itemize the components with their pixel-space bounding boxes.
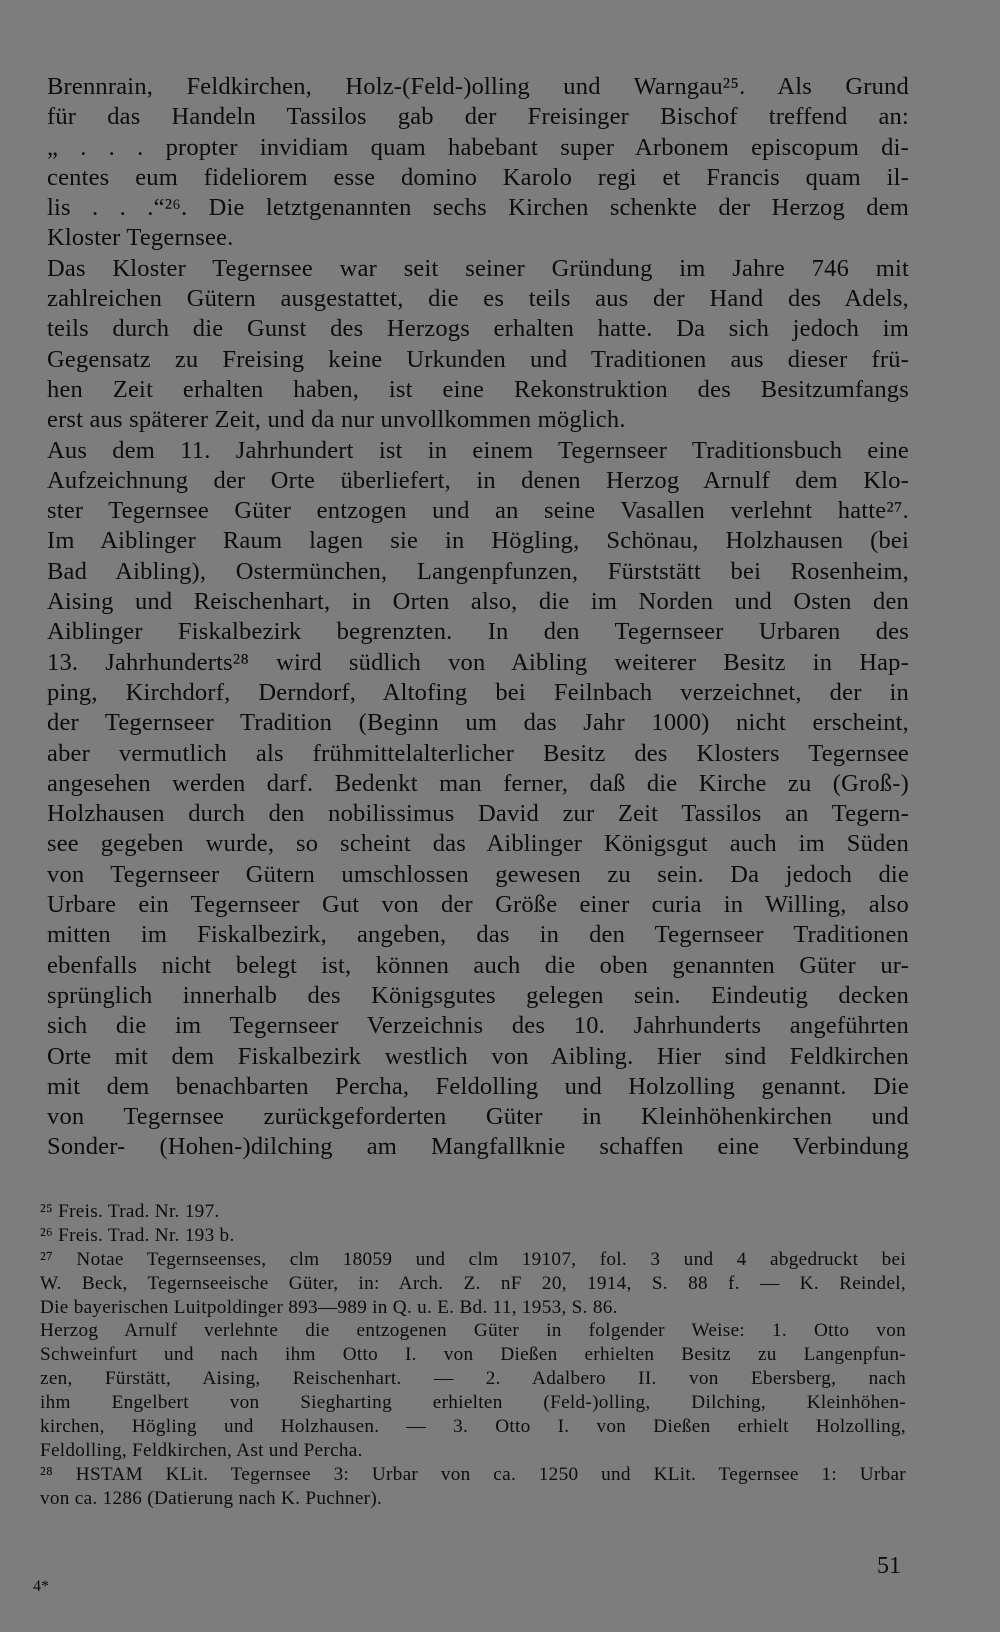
body-line: sich die im Tegernseer Verzeichnis des 10. Jahrhunderts angeführten (47, 1012, 909, 1040)
body-line: ebenfalls nicht belegt ist, können auch die oben genannten Güter ur- (47, 951, 909, 979)
footnote-line: W. Beck, Tegernseeische Güter, in: Arch. Z. nF 20, 1914, S. 88 f. — K. Reindel, (40, 1272, 906, 1294)
body-line: zahlreichen Gütern ausgestattet, die es teils aus der Hand des Adels, (47, 285, 909, 313)
body-line: Holzhausen durch den nobilissimus David zur Zeit Tassilos an Tegern- (47, 800, 909, 828)
footnote-line: Herzog Arnulf verlehnte die entzogenen Güter in folgender Weise: 1. Otto von (40, 1320, 906, 1342)
footnote-line: ²⁵ Freis. Trad. Nr. 197. (40, 1201, 220, 1222)
body-line: Aufzeichnung der Orte überliefert, in denen Herzog Arnulf dem Klo- (47, 466, 909, 494)
body-line: Gegensatz zu Freising keine Urkunden und Traditionen aus dieser frü- (47, 345, 909, 373)
body-line: von Tegernsee zurückgeforderten Güter in Kleinhöhenkirchen und (47, 1103, 909, 1131)
footnote-line: ²⁶ Freis. Trad. Nr. 193 b. (40, 1224, 235, 1246)
footnote-line: Feldolling, Feldkirchen, Ast und Percha. (40, 1439, 363, 1461)
body-line: aber vermutlich als frühmittelalterlicher Besitz des Klosters Tegernsee (47, 739, 909, 767)
body-line: angesehen werden darf. Bedenkt man ferner, daß die Kirche zu (Groß-) (47, 769, 909, 797)
main-text (47, 72, 909, 1163)
footnote-line: zen, Fürstätt, Aising, Reischenhart. — 2. Adalbero II. von Ebersberg, nach (40, 1368, 906, 1390)
body-line: hen Zeit erhalten haben, ist eine Rekonstruktion des Besitzumfangs (47, 375, 909, 403)
footnote-line: ²⁸ HSTAM KLit. Tegernsee 3: Urbar von ca. 1250 und KLit. Tegernsee 1: Urbar (40, 1463, 906, 1485)
page-number: 51 (877, 1553, 901, 1579)
body-line: Aiblinger Fiskalbezirk begrenzten. In den Tegernseer Urbaren des (47, 618, 909, 646)
body-line: teils durch die Gunst des Herzogs erhalten hatte. Da sich jedoch im (47, 315, 909, 343)
body-line: mitten im Fiskalbezirk, angeben, das in den Tegernseer Traditionen (47, 921, 909, 949)
body-line: ster Tegernsee Güter entzogen und an seine Vasallen verlehnt hatte²⁷. (47, 497, 909, 525)
footnote-line: kirchen, Högling und Holzhausen. — 3. Otto I. von Dießen erhielt Holzolling, (40, 1416, 906, 1438)
body-line: Kloster Tegernsee. (47, 224, 234, 252)
body-line: mit dem benachbarten Percha, Feldolling und Holzolling genannt. Die (47, 1072, 909, 1100)
signature-mark: 4* (33, 1578, 49, 1595)
footnote-line: Die bayerischen Luitpoldinger 893—989 in Q. u. E. Bd. 11, 1953, S. 86. (40, 1296, 618, 1318)
body-line: Brennrain, Feldkirchen, Holz-(Feld-)olling und Warngau²⁵. Als Grund (47, 73, 909, 100)
body-line: Im Aiblinger Raum lagen sie in Högling, Schönau, Holzhausen (bei (47, 527, 909, 555)
footnotes (40, 1200, 906, 1511)
body-line: see gegeben wurde, so scheint das Aiblinger Königsgut auch im Süden (47, 830, 909, 858)
body-line: von Tegernseer Gütern umschlossen gewesen zu sein. Da jedoch die (47, 860, 909, 888)
body-line: für das Handeln Tassilos gab der Freisinger Bischof treffend an: (47, 103, 909, 131)
body-line: Sonder- (Hohen-)dilching am Mangfallknie schaffen eine Verbindung (47, 1133, 909, 1161)
body-line: ping, Kirchdorf, Derndorf, Altofing bei Feilnbach verzeichnet, der in (47, 678, 909, 706)
body-line: Orte mit dem Fiskalbezirk westlich von Aibling. Hier sind Feldkirchen (47, 1042, 909, 1070)
footnote-line: Schweinfurt und nach ihm Otto I. von Dießen erhielten Besitz zu Langenpfun- (40, 1344, 906, 1366)
body-line: centes eum fideliorem esse domino Karolo regi et Francis quam il- (47, 163, 909, 191)
footnote-line: ihm Engelbert von Siegharting erhielten (Feld-)olling, Dilching, Kleinhöhen- (40, 1392, 906, 1414)
body-line: erst aus späterer Zeit, und da nur unvollkommen möglich. (47, 406, 626, 434)
footnote-line: von ca. 1286 (Datierung nach K. Puchner). (40, 1487, 383, 1509)
body-line: „ . . . propter invidiam quam habebant super Arbonem episcopum di- (47, 133, 909, 161)
body-line: Urbare ein Tegernseer Gut von der Größe einer curia in Willing, also (47, 891, 909, 919)
body-line: 13. Jahrhunderts²⁸ wird südlich von Aibling weiterer Besitz in Hap- (47, 648, 909, 676)
body-line: Bad Aibling), Ostermünchen, Langenpfunzen, Fürststätt bei Rosenheim, (47, 557, 909, 585)
body-line: Aising und Reischenhart, in Orten also, die im Norden und Osten den (47, 588, 909, 616)
body-line: der Tegernseer Tradition (Beginn um das Jahr 1000) nicht erscheint, (47, 709, 909, 737)
body-line: Das Kloster Tegernsee war seit seiner Gründung im Jahre 746 mit (47, 254, 909, 282)
body-line: sprünglich innerhalb des Königsgutes gelegen sein. Eindeutig decken (47, 981, 909, 1009)
body-line: lis . . .“²⁶. Die letztgenannten sechs Kirchen schenkte der Herzog dem (47, 194, 909, 222)
body-line: Aus dem 11. Jahrhundert ist in einem Tegernseer Traditionsbuch eine (47, 436, 909, 464)
footnote-line: ²⁷ Notae Tegernseenses, clm 18059 und clm 19107, fol. 3 und 4 abgedruckt bei (40, 1248, 906, 1270)
